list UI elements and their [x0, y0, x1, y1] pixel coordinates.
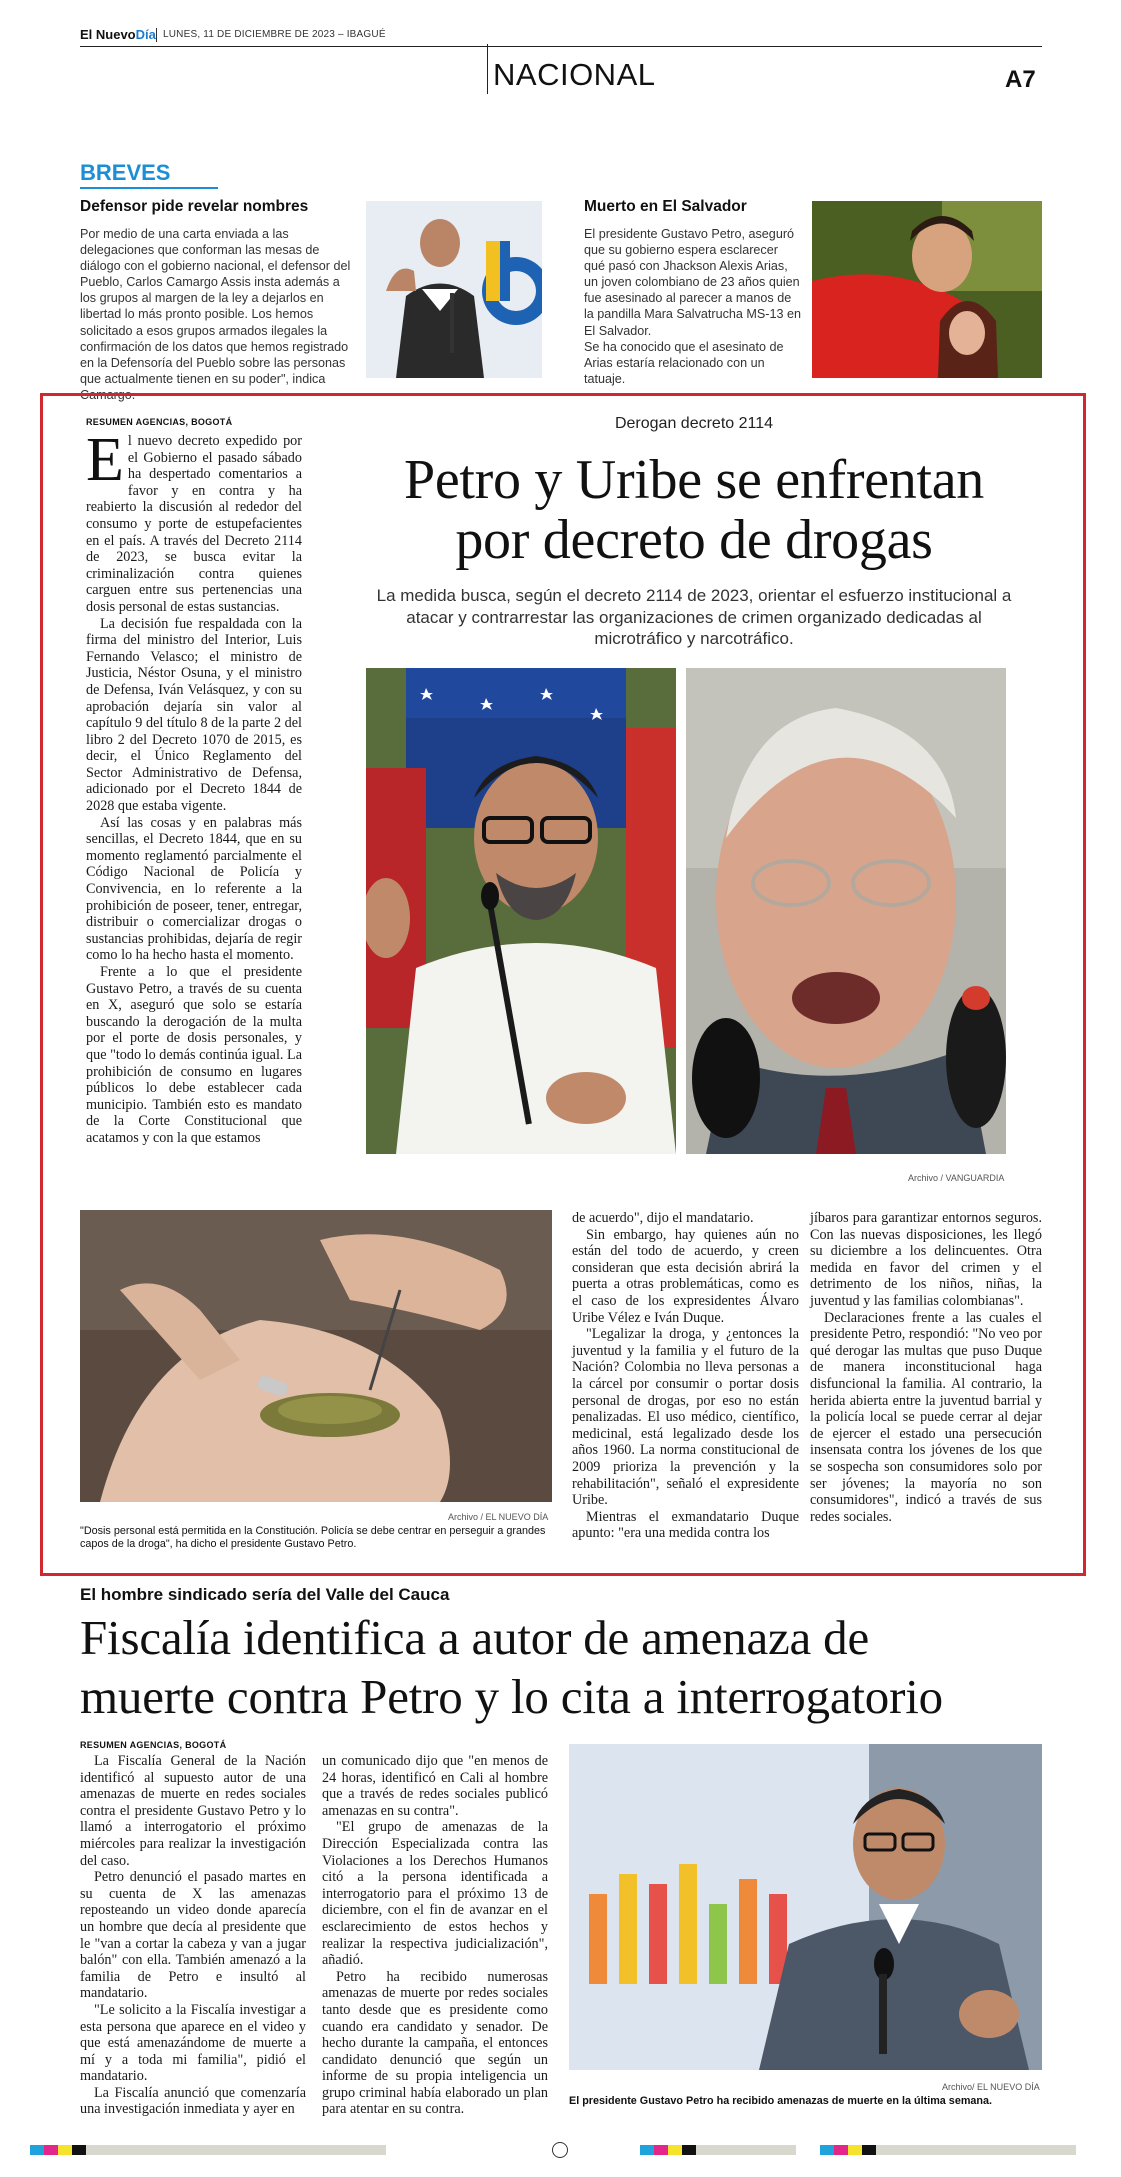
main-col1-paragraph-4: Frente a lo que el presidente Gustavo Petro, a través de su cuenta en X, aseguró que solo se estaría buscando la derogación de la multa por el porte de dosis personales, y que "todo lo demás continúa igual. La prohibición de consumo en lugares públicos lo debe establecer cada municipio. También esto es mandato de la Corte Constitucional que acatamos y con la que estamos	[86, 964, 302, 1146]
second-col1-paragraph-3: "Le solicito a la Fiscalía investigar a esta persona que aparece en el video y que está amenazándome de muerte a mí y a toda mi familia", pidió el mandatario.	[80, 2001, 306, 2085]
defensor-photo	[366, 201, 542, 378]
petro-photo	[366, 668, 676, 1154]
second-column-2	[322, 1753, 548, 2118]
header-rule	[80, 46, 1042, 47]
brief-2-title: Muerto en El Salvador	[584, 198, 747, 215]
second-column-1	[80, 1753, 306, 2118]
section-title: NACIONAL	[493, 57, 656, 92]
dropcap: E	[86, 426, 124, 494]
print-swatch	[682, 2145, 696, 2155]
newspaper-logo: El NuevoDía	[80, 27, 156, 42]
print-swatch	[668, 2145, 682, 2155]
section-divider	[487, 44, 488, 94]
main-photo-credit: Archivo / VANGUARDIA	[908, 1173, 1005, 1183]
second-kicker: El hombre sindicado sería del Valle del Cauca	[80, 1585, 450, 1604]
second-col2-paragraph-1: un comunicado dijo que "en menos de 24 horas, identificó en Cali al hombre que a través de redes sociales publicó amenazas en su contra".	[322, 1753, 548, 1819]
main-column-1	[86, 426, 302, 1147]
main-byline: RESUMEN AGENCIAS, BOGOTÁ	[86, 417, 233, 427]
print-swatch	[640, 2145, 654, 2155]
print-swatch	[58, 2145, 72, 2155]
main-headline-line-1: Petro y Uribe se enfrentan	[404, 449, 984, 511]
brief-1-title: Defensor pide revelar nombres	[80, 198, 309, 215]
second-col2-paragraph-3: Petro ha recibido numerosas amenazas de muerte por redes sociales tanto desde que es presidente como cuando era candidato y senador. De hecho durante la campaña, el entonces candidato denunció que según un informe de su propia inteligencia un grupo criminal había elaborado un plan para atentar en su contra.	[322, 1968, 548, 2118]
second-byline: RESUMEN AGENCIAS, BOGOTÁ	[80, 1740, 227, 1750]
main-col3-paragraph-2: Declaraciones frente a las cuales el presidente Petro, respondió: "No veo por qué derogar las multas que puso Duque de manera inconstitucional haga disfuncional la familia. Al contrario, la herida abierta entre la juventud barrial y la policía local se puede cerrar al dejar de ejercer el estado una persecución insensata contra los jóvenes de los que se sospecha son consumidores solo por ser jóvenes; la mayoría no son consumidores", indicó a través de sus redes sociales.	[810, 1309, 1042, 1525]
second-col1-paragraph-2: Petro denunció el pasado martes en su cuenta de X las amenazas reposteando un video donde aparecía un hombre que decía al presidente que le "van a cortar la cabeza y van a jugar balón" con ella. También amenazó a la familia de Petro e insultó al mandatario.	[80, 1869, 306, 2002]
main-col2-paragraph-4: Mientras el exmandatario Duque apunto: "era una medida contra los	[572, 1508, 799, 1542]
dosis-photo-credit: Archivo / EL NUEVO DÍA	[448, 1512, 549, 1522]
salvador-victim-photo	[812, 201, 1042, 378]
print-swatch	[862, 2145, 876, 2155]
brief-1-text: Por medio de una carta enviada a las delegaciones que conforman las mesas de diálogo con el gobierno nacional, el defensor del Pueblo, Carlos Camargo Assis insta además a los grupos al margen de la ley a dejarlos en libertad lo más pronto posible. Los hemos solicitado a esos grupos armados ilegales la confirmación de los datos que hemos registrado en la Defensoría del Pueblo sobre las personas que actualmente tienen en su poder", indica Camargo.	[80, 227, 351, 402]
header-divider	[156, 28, 157, 42]
main-col3-paragraph-1: jíbaros para garantizar entornos seguros. Con las nuevas disposiciones, les llegó su diciembre a los delincuentes. Otra medida en favor del crimen y el detrimento de los niños, niñas, la juventud y las familias colombianas".	[810, 1210, 1042, 1309]
main-col2-paragraph-2: Sin embargo, hay quienes aún no están del todo de acuerdo, y creen consideran que esta decisión abrirá la puerta a otras problemáticas, como es el caso de los expresidentes Álvaro Uribe Vélez e Iván Duque.	[572, 1226, 799, 1326]
second-headline	[80, 1608, 1070, 1726]
print-swatch	[848, 2145, 862, 2155]
dateline: LUNES, 11 DE DICIEMBRE DE 2023 – IBAGUÉ	[163, 29, 386, 40]
main-col1-paragraph-1: El nuevo decreto expedido por el Gobierno el pasado sábado ha despertado comentarios a favor y en contra y ha reabierto la discusión al rededor del consumo y porte de estupefacientes en el país. A través del Decreto 2114 de 2023, se busca evitar la criminalización contra quienes carguen entre sus pertenencias una dosis personal de estas sustancias.	[86, 426, 302, 615]
print-swatch	[44, 2145, 58, 2155]
page-number: A7	[1005, 66, 1036, 93]
breves-underline	[80, 187, 218, 189]
print-swatch	[86, 2145, 386, 2155]
brief-2-paragraph-1: El presidente Gustavo Petro, aseguró que su gobierno espera esclarecer qué pasó con Jhackson Alexis Arias, un joven colombiano de 23 años quien fue asesinado al parecer a manos de la pandilla Mara Salvatrucha MS-13 en El Salvador.	[584, 227, 802, 338]
main-headline-line-2: por decreto de drogas	[455, 509, 933, 571]
brief-2-text	[584, 226, 802, 387]
main-col2-paragraph-3: "Legalizar la droga, y ¿entonces la juventud y la familia y el futuro de la Nación? Colombia no lleva personas a la cárcel por consumir o portar dosis personal de drogas, por eso no están penalizadas. El uso médico, científico, medicinal, está legalizado desde los años 1960. La norma constitucional de 2009 prioriza la prevención y la rehabilitación", señaló el expresidente Uribe.	[572, 1326, 799, 1509]
petro-podium-photo	[569, 1744, 1042, 2070]
print-swatch	[834, 2145, 848, 2155]
main-column-2	[572, 1210, 799, 1542]
dosis-photo-caption: "Dosis personal está permitida en la Constitución. Policía se debe centrar en perseguir a grandes capos de la droga", ha dicho el presidente Gustavo Petro.	[80, 1525, 546, 1550]
main-headline	[340, 450, 1048, 570]
second-col2-paragraph-2: "El grupo de amenazas de la Dirección Especializada contra las Violaciones a los Derechos Humanos citó a la persona identificada a interrogatorio para el próximo 13 de diciembre, con el fin de avanzar en el esclarecimiento de estos hechos y realizar la respectiva judicialización", añadió.	[322, 1819, 548, 1969]
print-swatch	[696, 2145, 796, 2155]
print-swatch	[72, 2145, 86, 2155]
print-swatch	[30, 2145, 44, 2155]
print-swatch	[654, 2145, 668, 2155]
dosis-photo	[80, 1210, 552, 1502]
main-deck: La medida busca, según el decreto 2114 de 2023, orientar el esfuerzo institucional a atacar y contrarrestar las organizaciones de crimen organizado dedicadas al microtráfico y narcotráfico.	[376, 586, 1012, 648]
second-photo-credit: Archivo/ EL NUEVO DÍA	[942, 2082, 1040, 2092]
main-col2-paragraph-1: de acuerdo", dijo el mandatario.	[572, 1210, 754, 1226]
breves-label: BREVES	[80, 160, 171, 185]
second-headline-line-2: muerte contra Petro y lo cita a interrogatorio	[80, 1669, 943, 1724]
second-photo-caption: El presidente Gustavo Petro ha recibido amenazas de muerte en la última semana.	[569, 2095, 993, 2107]
second-col1-paragraph-4: La Fiscalía anunció que comenzaría una investigación inmediata y ayer en	[80, 2084, 306, 2118]
print-swatch	[876, 2145, 1076, 2155]
second-headline-line-1: Fiscalía identifica a autor de amenaza de	[80, 1610, 870, 1665]
brief-2-paragraph-2: Se ha conocido que el asesinato de Arias estaría relacionado con un tatuaje.	[584, 339, 784, 386]
uribe-photo	[686, 668, 1006, 1154]
print-swatch	[820, 2145, 834, 2155]
main-col1-paragraph-3: Así las cosas y en palabras más sencillas, el Decreto 1844, que en su momento reglamentó parcialmente el Código Nacional de Policía y Convivencia, en lo referente a la prohibición de poseer, tener, entregar, distribuir o comercializar drogas o sustancias prohibidas, dejaría de regir como lo ha hecho hasta el momento.	[86, 814, 302, 964]
main-col1-paragraph-2: La decisión fue respaldada con la firma del ministro del Interior, Luis Fernando Velasco; el ministro de Justicia, Néstor Osuna, y el ministro de Defensa, Iván Velásquez, y con su aprobación dejaría sin valor al capítulo 9 del título 8 de la parte 2 del libro 2 del Decreto 1070 de 2015, es decir, el Único Reglamento del Sector Administrativo de Defensa, adicionado por el Decreto 1844 de 2028 que estaba vigente.	[86, 615, 302, 815]
main-kicker: Derogan decreto 2114	[614, 415, 774, 432]
registration-mark-icon	[552, 2142, 568, 2158]
second-col1-paragraph-1: La Fiscalía General de la Nación identificó al supuesto autor de una amenazas de muerte en redes sociales contra el presidente Gustavo Petro y lo llamó a interrogatorio el próximo miércoles para realizar la investigación del caso.	[80, 1753, 306, 1869]
main-column-3	[810, 1210, 1042, 1525]
